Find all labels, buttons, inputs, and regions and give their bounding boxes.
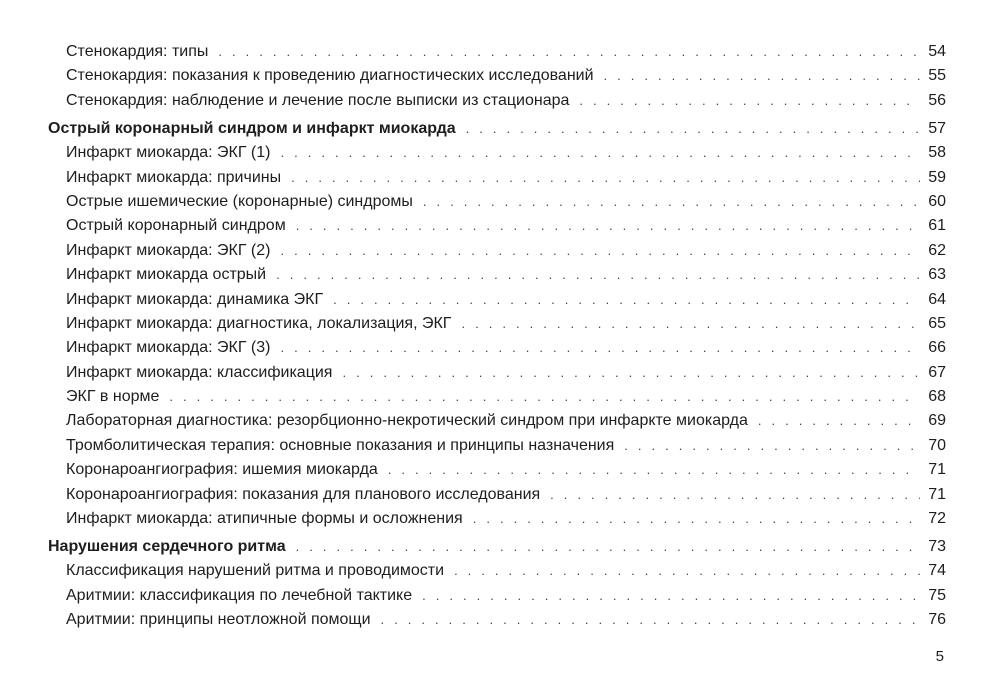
toc-entry [48, 288, 946, 312]
dot-leader [466, 117, 920, 141]
dot-leader [454, 559, 920, 583]
toc-entry-page: 74 [928, 562, 946, 580]
dot-leader [473, 507, 920, 531]
toc-entry-title: Инфаркт миокарда: ЭКГ (2) [66, 241, 271, 259]
dot-leader [461, 312, 920, 336]
dot-leader [276, 263, 920, 287]
toc-entry-title: Лабораторная диагностика: резорбционно-некротический синдром при инфаркте миокарда [66, 412, 748, 430]
toc-entry-page: 67 [928, 363, 946, 381]
dot-leader [280, 239, 920, 263]
dot-leader [550, 483, 920, 507]
dot-leader [296, 535, 920, 559]
toc-entry [48, 458, 946, 482]
toc-entry-page: 70 [928, 436, 946, 454]
toc-entry-page: 57 [928, 119, 946, 137]
toc-section-entry [48, 535, 946, 559]
table-of-contents [48, 40, 946, 633]
dot-leader [280, 336, 920, 360]
toc-entry-title: Инфаркт миокарда: диагностика, локализация, ЭКГ [66, 314, 452, 332]
toc-entry-page: 72 [928, 510, 946, 528]
toc-entry-title: Стенокардия: наблюдение и лечение после выписки из стационара [66, 91, 570, 109]
toc-entry-page: 60 [928, 192, 946, 210]
dot-leader [280, 141, 920, 165]
toc-entry [48, 559, 946, 583]
toc-entry-title: Инфаркт миокарда: атипичные формы и осложнения [66, 510, 463, 528]
toc-entry [48, 166, 946, 190]
toc-entry [48, 312, 946, 336]
dot-leader [296, 214, 920, 238]
toc-entry [48, 190, 946, 214]
toc-entry-title: Инфаркт миокарда: классификация [66, 363, 333, 381]
dot-leader [218, 40, 920, 64]
toc-entry [48, 483, 946, 507]
toc-entry-page: 71 [928, 461, 946, 479]
toc-entry [48, 434, 946, 458]
dot-leader [342, 361, 920, 385]
toc-entry [48, 409, 946, 433]
toc-entry-title: Инфаркт миокарда острый [66, 266, 267, 284]
toc-entry-page: 75 [928, 586, 946, 604]
toc-entry-title: Инфаркт миокарда: ЭКГ (1) [66, 144, 271, 162]
toc-entry-title: Инфаркт миокарда: причины [66, 168, 282, 186]
dot-leader [291, 166, 920, 190]
toc-entry-page: 63 [928, 266, 946, 284]
page-number: 5 [935, 648, 944, 665]
toc-entry-title: Инфаркт миокарда: ЭКГ (3) [66, 339, 271, 357]
dot-leader [333, 288, 920, 312]
toc-entry [48, 64, 946, 88]
toc-entry-page: 59 [928, 168, 946, 186]
toc-entry [48, 336, 946, 360]
dot-leader [169, 385, 920, 409]
toc-entry-title: Тромболитическая терапия: основные показания и принципы назначения [66, 436, 615, 454]
dot-leader [422, 584, 920, 608]
dot-leader [388, 458, 920, 482]
toc-entry-title: ЭКГ в норме [66, 388, 160, 406]
toc-entry-title: Инфаркт миокарда: динамика ЭКГ [66, 290, 324, 308]
toc-entry-title: Коронароангиография: ишемия миокарда [66, 461, 378, 479]
toc-entry [48, 507, 946, 531]
toc-entry-title: Коронароангиография: показания для планового исследования [66, 485, 541, 503]
toc-entry-title: Стенокардия: типы [66, 43, 209, 60]
toc-entry [48, 239, 946, 263]
toc-entry-title: Аритмии: принципы неотложной помощи [66, 611, 371, 629]
toc-entry [48, 214, 946, 238]
toc-entry-page: 71 [928, 485, 946, 503]
toc-entry-page: 73 [928, 538, 946, 555]
toc-entry [48, 584, 946, 608]
toc-entry [48, 263, 946, 287]
dot-leader [423, 190, 920, 214]
dot-leader [624, 434, 920, 458]
toc-entry-page: 55 [928, 67, 946, 85]
toc-entry-page: 56 [928, 91, 946, 109]
toc-entry-page: 54 [928, 43, 946, 60]
dot-leader [758, 409, 920, 433]
toc-entry [48, 385, 946, 409]
dot-leader [579, 89, 920, 113]
toc-entry-title: Стенокардия: показания к проведению диагностических исследований [66, 67, 594, 85]
dot-leader [381, 608, 920, 632]
toc-entry-page: 64 [928, 290, 946, 308]
toc-entry-page: 76 [928, 611, 946, 629]
toc-entry-title: Классификация нарушений ритма и проводимости [66, 562, 445, 580]
toc-entry-page: 62 [928, 241, 946, 259]
toc-entry-page: 69 [928, 412, 946, 430]
toc-entry-page: 65 [928, 314, 946, 332]
toc-entry-title: Острый коронарный синдром [66, 217, 286, 235]
toc-entry-page: 61 [928, 217, 946, 235]
toc-entry [48, 361, 946, 385]
toc-section-entry [48, 117, 946, 141]
toc-entry-title: Аритмии: классификация по лечебной тактике [66, 586, 413, 604]
dot-leader [604, 64, 920, 88]
toc-entry [48, 40, 946, 64]
toc-entry-page: 68 [928, 388, 946, 406]
toc-entry-page: 58 [928, 144, 946, 162]
toc-entry-title: Нарушения сердечного ритма [48, 538, 286, 555]
toc-entry [48, 608, 946, 632]
toc-entry [48, 89, 946, 113]
toc-entry-title: Острые ишемические (коронарные) синдромы [66, 192, 413, 210]
toc-entry-page: 66 [928, 339, 946, 357]
toc-entry-title: Острый коронарный синдром и инфаркт миокарда [48, 119, 456, 137]
toc-entry [48, 141, 946, 165]
